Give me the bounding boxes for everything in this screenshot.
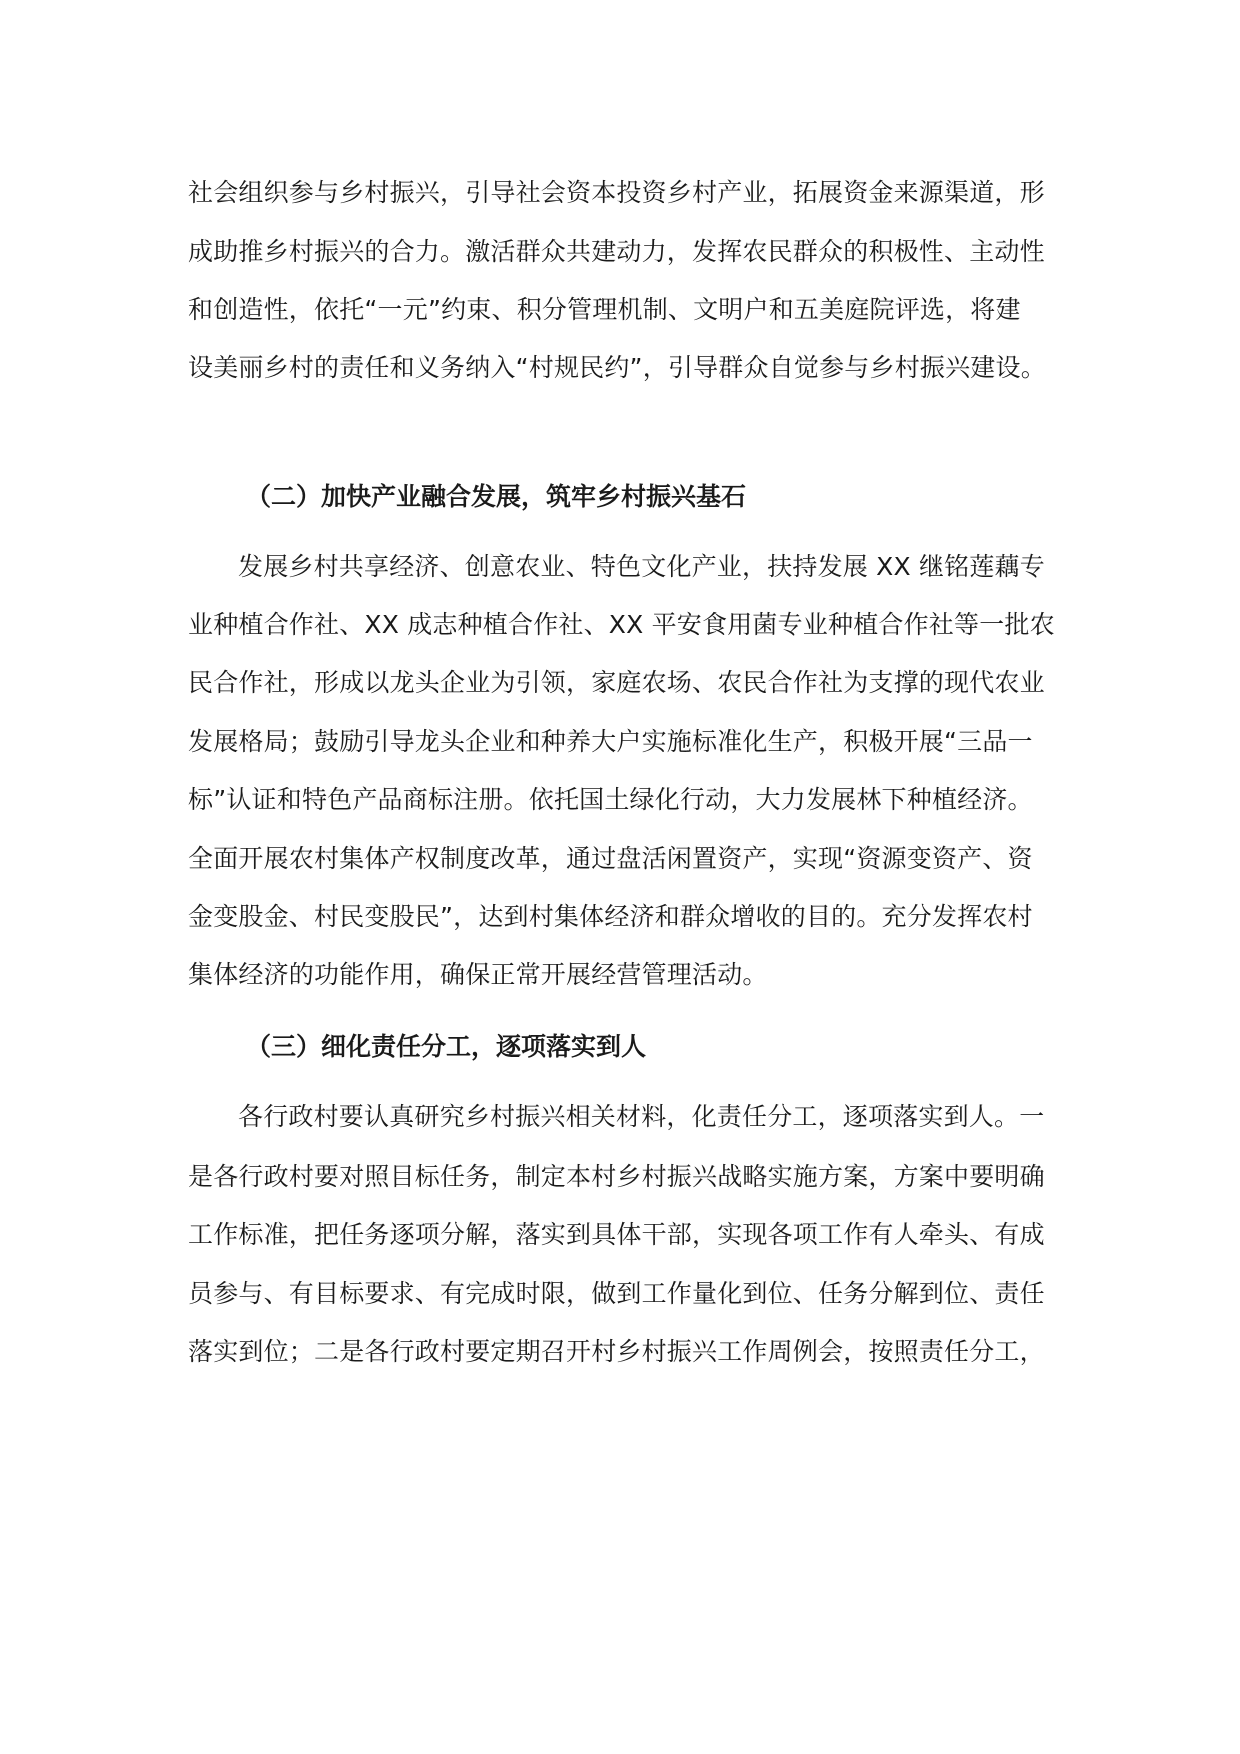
paragraph-line: 工作标准，把任务逐项分解，落实到具体干部，实现各项工作有人牵头、有成: [188, 1220, 1045, 1249]
paragraph-line: 民合作社，形成以龙头企业为引领，家庭农场、农民合作社为支撑的现代农业: [188, 668, 1045, 697]
section-heading: （二）加快产业融合发展，筑牢乡村振兴基石: [246, 482, 747, 511]
paragraph-line: 发展格局；鼓励引导龙头企业和种养大户实施标准化生产，积极开展“三品一: [188, 727, 1033, 756]
paragraph-line: 成助推乡村振兴的合力。激活群众共建动力，发挥农民群众的积极性、主动性: [188, 237, 1045, 266]
paragraph-line: 设美丽乡村的责任和义务纳入“村规民约”，引导群众自觉参与乡村振兴建设。: [188, 353, 1046, 382]
paragraph-line: 集体经济的功能作用，确保正常开展经营管理活动。: [188, 960, 768, 989]
section-heading: （三）细化责任分工，逐项落实到人: [246, 1032, 647, 1061]
paragraph-line: 发展乡村共享经济、创意农业、特色文化产业，扶持发展 XX 继铭莲藕专: [238, 552, 1045, 581]
paragraph-line: 金变股金、村民变股民”，达到村集体经济和群众增收的目的。充分发挥农村: [188, 902, 1033, 931]
paragraph-line: 和创造性，依托“一元”约束、积分管理机制、文明户和五美庭院评选，将建: [188, 295, 1021, 324]
paragraph-line: 全面开展农村集体产权制度改革，通过盘活闲置资产，实现“资源变资产、资: [188, 844, 1033, 873]
paragraph-line: 员参与、有目标要求、有完成时限，做到工作量化到位、任务分解到位、责任: [188, 1279, 1045, 1308]
paragraph-line: 落实到位；二是各行政村要定期召开村乡村振兴工作周例会，按照责任分工，: [188, 1337, 1045, 1366]
paragraph-line: 社会组织参与乡村振兴，引导社会资本投资乡村产业，拓展资金来源渠道，形: [188, 178, 1045, 207]
paragraph-line: 是各行政村要对照目标任务，制定本村乡村振兴战略实施方案，方案中要明确: [188, 1162, 1045, 1191]
paragraph-line: 业种植合作社、XX 成志种植合作社、XX 平安食用菌专业种植合作社等一批农: [188, 610, 1055, 639]
paragraph-line: 标”认证和特色产品商标注册。依托国土绿化行动，大力发展林下种植经济。: [188, 785, 1033, 814]
paragraph-line: 各行政村要认真研究乡村振兴相关材料，化责任分工，逐项落实到人。一: [238, 1102, 1045, 1131]
